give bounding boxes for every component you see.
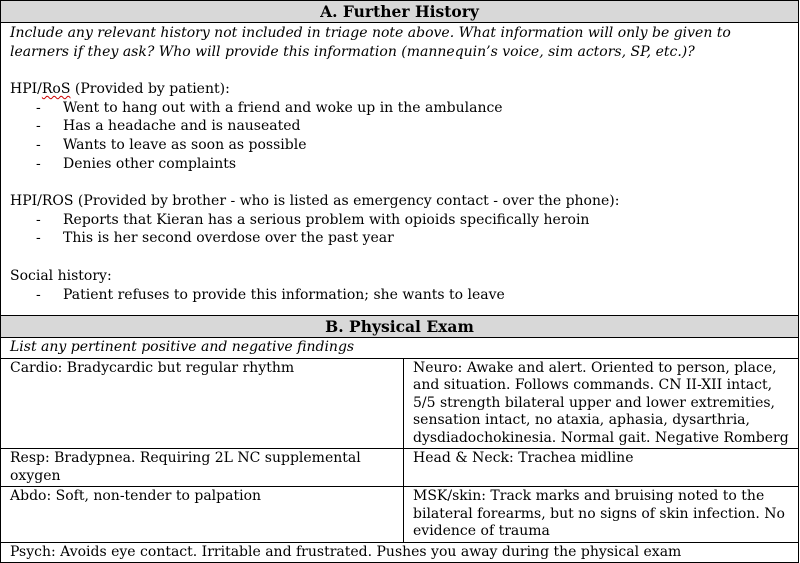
list-item: - Patient refuses to provide this information; she wants to leave — [10, 286, 792, 305]
neuro-finding: Neuro: Awake and alert. Oriented to person, place, and situation. Follows commands. CN II-XII intact, 5/5 strength bilateral upper and lower extremities, sensation intact, no ataxia, aphasia, dysarthria, dysdiadochokinesia. Normal gait. Negative Romberg — [404, 358, 799, 449]
list-item: - Wants to leave as soon as possible — [10, 136, 792, 155]
section-b-header — [1, 316, 799, 338]
section-a-header — [1, 1, 799, 23]
abdo-finding: Abdo: Soft, non-tender to palpation — [1, 487, 404, 543]
section-b-title: B. Physical Exam — [325, 317, 474, 337]
head-neck-finding: Head & Neck: Trachea midline — [404, 449, 799, 487]
hpi-patient-list — [10, 99, 792, 173]
hpi-patient-heading — [10, 80, 792, 99]
section-b-instructions: List any pertinent positive and negative findings — [1, 338, 799, 359]
hpi-suffix: (Provided by patient): — [70, 81, 230, 98]
further-history-content — [1, 23, 799, 316]
list-item: - This is her second overdose over the past year — [10, 229, 792, 248]
section-a-title: A. Further History — [320, 2, 479, 21]
social-history-heading: Social history: — [10, 267, 112, 284]
list-item: - Reports that Kieran has a serious problem with opioids specifically heroin — [10, 211, 792, 230]
hpi-brother-list — [10, 211, 792, 248]
social-history-list — [10, 286, 792, 305]
msk-skin-finding: MSK/skin: Track marks and bruising noted to the bilateral forearms, but no signs of skin infection. No evidence of trauma — [404, 487, 799, 543]
hpi-prefix: HPI/ — [10, 81, 42, 98]
cardio-finding: Cardio: Bradycardic but regular rhythm — [1, 358, 404, 449]
hpi-brother-heading: HPI/ROS (Provided by brother - who is listed as emergency contact - over the phone): — [10, 193, 620, 210]
psych-finding: Psych: Avoids eye contact. Irritable and frustrated. Pushes you away during the physical exam — [1, 542, 799, 563]
resp-finding: Resp: Bradypnea. Requiring 2L NC supplemental oxygen — [1, 449, 404, 487]
list-item: - Denies other complaints — [10, 155, 792, 174]
ros-misspelled: RoS — [41, 81, 71, 98]
list-item: - Went to hang out with a friend and woke up in the ambulance — [10, 99, 792, 118]
section-a-instructions: Include any relevant history not included in triage note above. What information will only be given to learners if they ask? Who will provide this information (mannequin’s voice, sim actors, SP, etc.)? — [10, 25, 731, 60]
list-item: - Has a headache and is nauseated — [10, 117, 792, 136]
